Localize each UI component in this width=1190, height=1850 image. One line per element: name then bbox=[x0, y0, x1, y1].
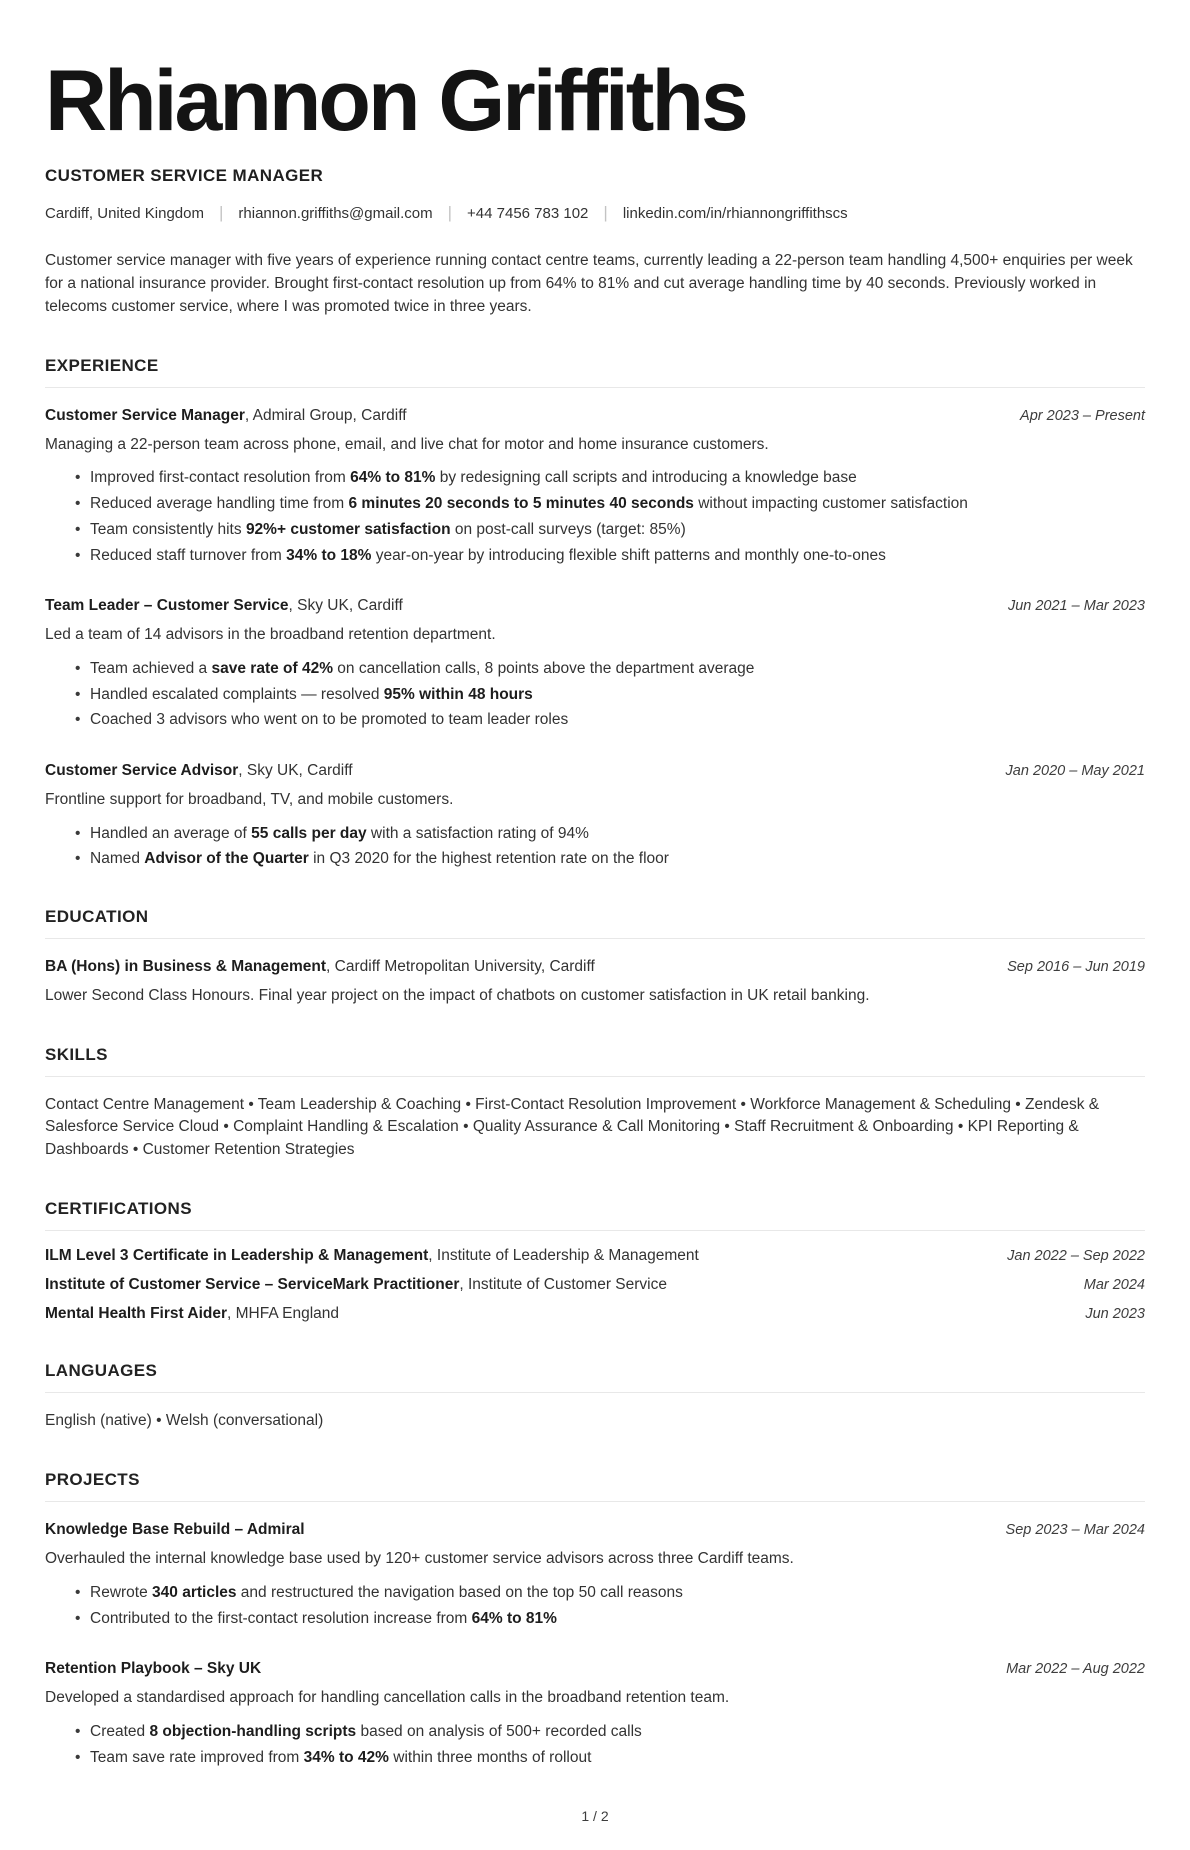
cert-date: Jun 2023 bbox=[1085, 1305, 1145, 1322]
project-dates: Mar 2022 – Aug 2022 bbox=[1006, 1661, 1145, 1678]
cert-issuer: , Institute of Leadership & Management bbox=[428, 1247, 699, 1265]
heading-rule bbox=[45, 387, 1145, 388]
bullet-item: • Team save rate improved from 34% to 42% within three months of rollout bbox=[75, 1747, 1145, 1769]
bullet-list bbox=[45, 823, 1145, 870]
section-heading-skills: SKILLS bbox=[45, 1044, 108, 1064]
person-name: Rhiannon Griffiths bbox=[45, 53, 746, 149]
role-title: CUSTOMER SERVICE MANAGER bbox=[45, 166, 324, 185]
separator: | bbox=[603, 203, 608, 222]
languages-text: English (native) • Welsh (conversational) bbox=[45, 1412, 324, 1430]
bullet-list bbox=[45, 1721, 1145, 1768]
heading-rule bbox=[45, 1392, 1145, 1393]
item-head bbox=[45, 1658, 1145, 1680]
project-title: Retention Playbook – Sky UK bbox=[45, 1660, 262, 1678]
bullet-item: • Named Advisor of the Quarter in Q3 2020 for the highest retention rate on the floor bbox=[75, 848, 1145, 870]
project-desc: Overhauled the internal knowledge base used by 120+ customer service advisors across three Cardiff teams. bbox=[45, 1550, 794, 1567]
separator: | bbox=[218, 203, 224, 222]
section-projects bbox=[45, 1470, 1145, 1768]
project-title-line bbox=[45, 1519, 305, 1541]
section-languages bbox=[45, 1361, 1145, 1433]
section-heading-education: EDUCATION bbox=[45, 906, 149, 926]
contact-phone: +44 7456 783 102 bbox=[467, 204, 589, 222]
header bbox=[45, 50, 1145, 319]
bullet-item: • Reduced staff turnover from 34% to 18% year-on-year by introducing flexible shift patterns and monthly one-to-ones bbox=[75, 545, 1145, 567]
item-head bbox=[45, 595, 1145, 617]
cert-title-line bbox=[45, 1245, 699, 1267]
section-heading-languages: LANGUAGES bbox=[45, 1361, 158, 1381]
bullet-item: • Contributed to the first-contact resolution increase from 64% to 81% bbox=[75, 1608, 1145, 1630]
cert-title-line bbox=[45, 1274, 667, 1296]
item-head bbox=[45, 405, 1145, 427]
cert-date: Mar 2024 bbox=[1083, 1277, 1145, 1293]
job-dates: Jun 2021 – Mar 2023 bbox=[1007, 598, 1145, 615]
job-role: Customer Service Advisor bbox=[45, 761, 239, 779]
separator: | bbox=[447, 203, 453, 222]
heading-rule bbox=[45, 1501, 1145, 1502]
project-dates: Sep 2023 – Mar 2024 bbox=[1005, 1522, 1145, 1539]
bullet-item: • Handled an average of 55 calls per day with a satisfaction rating of 94% bbox=[75, 823, 1145, 845]
bullet-item: • Improved first-contact resolution from 64% to 81% by redesigning call scripts and introducing a knowledge base bbox=[75, 467, 1145, 489]
item-head bbox=[45, 760, 1145, 782]
bullet-list bbox=[45, 658, 1145, 731]
experience-item bbox=[45, 760, 1145, 870]
certification-row bbox=[45, 1303, 1145, 1325]
certification-row bbox=[45, 1245, 1145, 1267]
cert-title: Institute of Customer Service – ServiceMark Practitioner bbox=[45, 1276, 460, 1293]
job-desc: Frontline support for broadband, TV, and mobile customers. bbox=[45, 790, 454, 808]
education-item bbox=[45, 956, 1145, 1008]
experience-item bbox=[45, 405, 1145, 566]
university: , Cardiff Metropolitan University, Cardiff bbox=[326, 957, 595, 975]
contact-location: Cardiff, United Kingdom bbox=[45, 204, 204, 222]
certification-row bbox=[45, 1274, 1145, 1296]
heading-rule bbox=[45, 1230, 1145, 1231]
education-desc: Lower Second Class Honours. Final year project on the impact of chatbots on customer satisfaction in UK retail banking. bbox=[45, 986, 870, 1004]
job-title-line bbox=[45, 405, 407, 427]
section-skills bbox=[45, 1045, 1145, 1163]
contact-linkedin: linkedin.com/in/rhiannongriffithscs bbox=[622, 204, 848, 222]
project-title-line bbox=[45, 1658, 261, 1680]
degree-title-line bbox=[45, 956, 595, 978]
project-item bbox=[45, 1519, 1145, 1629]
section-experience bbox=[45, 356, 1145, 870]
cert-title: ILM Level 3 Certificate in Leadership & Management bbox=[45, 1247, 429, 1265]
project-item bbox=[45, 1658, 1145, 1768]
cert-title: Mental Health First Aider bbox=[45, 1304, 228, 1322]
contact-email: rhiannon.griffiths@gmail.com bbox=[238, 204, 433, 222]
job-dates: Apr 2023 – Present bbox=[1020, 407, 1145, 424]
job-title-line bbox=[45, 595, 403, 617]
experience-item bbox=[45, 595, 1145, 731]
item-head bbox=[45, 1519, 1145, 1541]
page-number: 1 / 2 bbox=[581, 1808, 609, 1825]
bullet-list bbox=[45, 1582, 1145, 1629]
section-certifications bbox=[45, 1199, 1145, 1324]
job-dates: Jan 2020 – May 2021 bbox=[1005, 762, 1145, 779]
education-dates: Sep 2016 – Jun 2019 bbox=[1007, 958, 1145, 975]
bullet-item: • Coached 3 advisors who went on to be promoted to team leader roles bbox=[75, 709, 1145, 731]
job-org: , Sky UK, Cardiff bbox=[288, 597, 403, 615]
summary-text: Customer service manager with five years of experience running contact centre teams, currently leading a 22-person team handling 4,500+ enquiries per week for a national insurance provider. Brought first-contact resolution up from 64% to 81% and cut average handling time by 40 seconds. Previously worked in telecoms customer service, where I was promoted twice in three years. bbox=[45, 252, 1133, 315]
cert-issuer: , Institute of Customer Service bbox=[459, 1276, 667, 1293]
section-heading-projects: PROJECTS bbox=[45, 1470, 140, 1490]
bullet-item: • Team achieved a save rate of 42% on cancellation calls, 8 points above the department average bbox=[75, 658, 1145, 680]
project-title: Knowledge Base Rebuild – Admiral bbox=[45, 1521, 305, 1539]
bullet-item: • Rewrote 340 articles and restructured the navigation based on the top 50 call reasons bbox=[75, 1582, 1145, 1604]
cert-date: Jan 2022 – Sep 2022 bbox=[1007, 1248, 1145, 1265]
bullet-item: • Team consistently hits 92%+ customer satisfaction on post-call surveys (target: 85%) bbox=[75, 519, 1145, 541]
section-education bbox=[45, 907, 1145, 1008]
heading-rule bbox=[45, 938, 1145, 939]
job-desc: Managing a 22-person team across phone, email, and live chat for motor and home insurance customers. bbox=[45, 435, 769, 453]
heading-rule bbox=[45, 1076, 1145, 1077]
project-desc: Developed a standardised approach for handling cancellation calls in the broadband retention team. bbox=[45, 1689, 730, 1706]
section-heading-experience: EXPERIENCE bbox=[45, 355, 159, 375]
bullet-item: • Handled escalated complaints — resolved 95% within 48 hours bbox=[75, 684, 1145, 706]
degree-title: BA (Hons) in Business & Management bbox=[45, 957, 327, 975]
job-title-line bbox=[45, 760, 353, 782]
contact-line bbox=[45, 203, 1145, 223]
item-head bbox=[45, 956, 1145, 978]
skills-text: Contact Centre Management • Team Leadership & Coaching • First-Contact Resolution Improvement • Workforce Management & Scheduling • Zendesk & Salesforce Service Cloud • Complaint Handling & Escalation • Quality Assurance & Call Monitoring • Staff Recruitment & Onboarding • KPI Reporting & Dashboards • Customer Retention Strategies bbox=[45, 1095, 1100, 1159]
job-desc: Led a team of 14 advisors in the broadband retention department. bbox=[45, 625, 496, 643]
bullet-item: • Created 8 objection-handling scripts based on analysis of 500+ recorded calls bbox=[75, 1721, 1145, 1743]
job-role: Customer Service Manager bbox=[45, 406, 245, 424]
bullet-item: • Reduced average handling time from 6 minutes 20 seconds to 5 minutes 40 seconds without impacting customer satisfaction bbox=[75, 493, 1145, 515]
section-heading-certifications: CERTIFICATIONS bbox=[45, 1199, 192, 1219]
job-org: , Sky UK, Cardiff bbox=[238, 761, 353, 779]
cert-issuer: , MHFA England bbox=[227, 1304, 340, 1322]
job-role: Team Leader – Customer Service bbox=[45, 597, 289, 615]
cert-title-line bbox=[45, 1303, 339, 1325]
job-org: , Admiral Group, Cardiff bbox=[244, 406, 407, 424]
bullet-list bbox=[45, 467, 1145, 566]
